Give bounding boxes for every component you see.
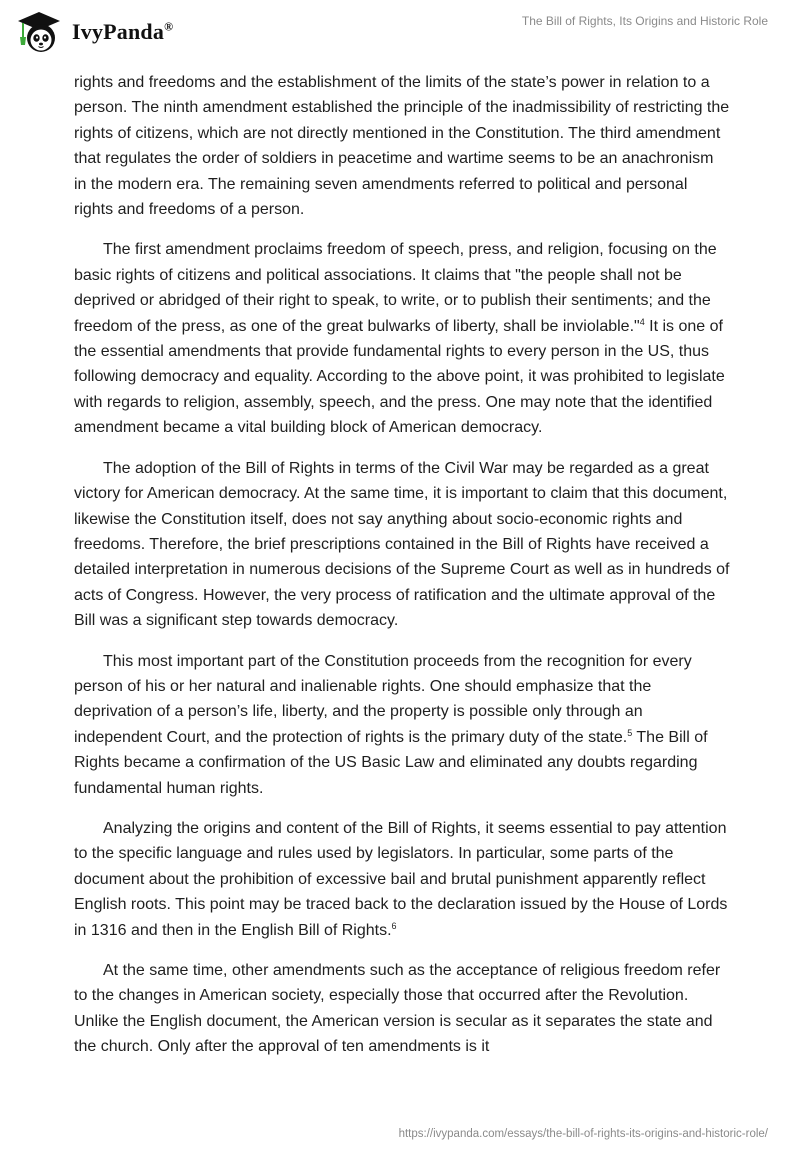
ivypanda-logo[interactable] — [14, 10, 173, 54]
page-header — [0, 0, 800, 66]
panda-graduation-cap-icon — [14, 10, 64, 54]
paragraph-2 — [74, 237, 730, 440]
footnote-ref-6[interactable]: 6 — [391, 920, 397, 931]
paragraph-2-text: The first amendment proclaims freedom of speech, press, and religion, focusing on the basic rights of citizens and political associations. It claims that "the people shall not be deprived or abridged of their right to speak, to write, or to publish their sentiments; and the freedom of the press, as one of the great bulwarks of liberty, shall be inviolable." — [74, 241, 717, 335]
footnote-ref-4[interactable]: 4 — [639, 316, 645, 327]
source-url[interactable]: https://ivypanda.com/essays/the-bill-of-rights-its-origins-and-historic-role/ — [398, 1128, 768, 1140]
paragraph-6: At the same time, other amendments such as the acceptance of religious freedom refer to the changes in American society, especially those that occurred after the Revolution. Unlike the English document, the American version is secular as it separates the state and the church. Only after the approval of ten amendments is it — [74, 962, 721, 1056]
brand-name: IvyPanda® — [72, 19, 174, 44]
paragraph-3: The adoption of the Bill of Rights in terms of the Civil War may be regarded as a great victory for American democracy. At the same time, it is important to claim that this document, likewise the Constitution itself, does not say anything about socio-economic rights and freedoms. Therefore, the brief prescriptions contained in the Bill of Rights have received a detailed interpretation in numerous decisions of the Supreme Court as well as in hundreds of acts of Congress. However, the very process of ratification and the ultimate approval of the Bill was a significant step towards democracy. — [74, 459, 730, 630]
paragraph-4-text: This most important part of the Constitution proceeds from the recognition for every person of his or her natural and inalienable rights. One should emphasize that the deprivation of a person’s life, liberty, and the property is possible only through an independent Court, and the protection of rights is the primary duty of the state. — [74, 652, 692, 746]
essay-body — [74, 70, 730, 1075]
paragraph-2-text-cont: It is one of the essential amendments that provide fundamental rights to every person in the US, thus following democracy and equality. According to the above point, it was prohibited to legislate with regards to religion, assembly, speech, and the press. One may note that the identified amendment became a vital building block of American democracy. — [74, 317, 725, 437]
paragraph-4 — [74, 649, 730, 801]
paragraph-4-text-cont: The Bill of Rights became a confirmation of the US Basic Law and eliminated any doubts regarding fundamental human rights. — [74, 728, 708, 797]
running-title: The Bill of Rights, Its Origins and Historic Role — [521, 14, 768, 28]
paragraph-5 — [74, 816, 730, 943]
paragraph-5-text: Analyzing the origins and content of the Bill of Rights, it seems essential to pay attention to the specific language and rules used by legislators. In particular, some parts of the document about the prohibition of excessive bail and brutal punishment apparently reflect English roots. This point may be traced back to the declaration issued by the House of Lords in 1316 and then in the English Bill of Rights. — [74, 819, 728, 939]
paragraph-1: rights and freedoms and the establishment of the limits of the state’s power in relation to a person. The ninth amendment established the principle of the inadmissibility of restricting the rights of citizens, which are not directly mentioned in the Constitution. The third amendment that regulates the order of soldiers in peacetime and wartime seems to be an anachronism in the modern era. The remaining seven amendments referred to political and personal rights and freedoms of a person. — [74, 74, 730, 219]
footnote-ref-5[interactable]: 5 — [627, 727, 633, 738]
registered-mark: ® — [164, 19, 174, 34]
